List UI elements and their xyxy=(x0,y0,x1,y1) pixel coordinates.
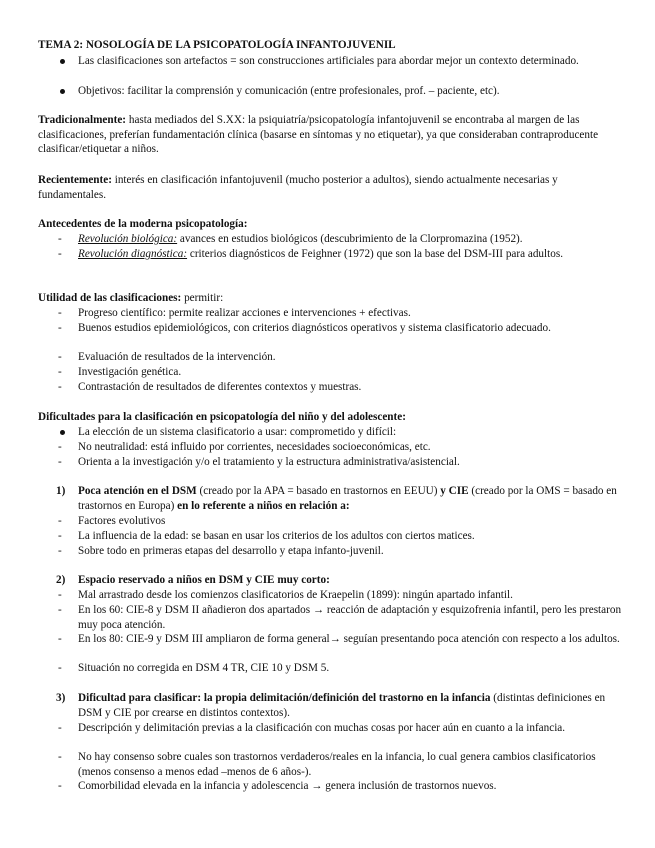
page-title: TEMA 2: NOSOLOGÍA DE LA PSICOPATOLOGÍA INFANTOJUVENIL xyxy=(38,39,396,51)
section-heading-dificultades: Dificultades para la clasificación en psicopatología del niño y del adolescente: xyxy=(38,411,406,423)
paragraph-tradicional: Tradicionalmente: hasta mediados del S.XX: la psiquiatría/psicopatología infantojuvenil se encontraba al margen de las clasificaciones, preferían fundamentación clínica (basarse en síntomas y no etiquetar), ya que consideraban contraproducente clasificar/etiquetar a niños. xyxy=(38,114,599,156)
document-page: TEMA 2: NOSOLOGÍA DE LA PSICOPATOLOGÍA INFANTOJUVENIL Las clasificaciones son artefactos = son construcciones artificiales para abordar mejor un contexto determinado. Objetivos: facilitar la comprensión y comunicación (entre profesionales, prof. – paciente, etc). Tradicionalmente: hasta mediados del S.XX: la psiquiatría/psicopatología infantojuvenil se encontraba al margen de las clasificaciones, preferían fundamentación clínica (basarse en síntomas y no etiquetar), ya que consideraban contraproducente clasificar/etiquetar a niños. Recientemente: interés en clasificación infantojuvenil (mucho posterior a adultos), siendo actualmente necesarias y fundamentales. Antecedentes de la moderna psicopatología: - Revolución biológica: avances en estudios biológicos (descubrimiento de la Clorpromazina (1952). - Revolución diagnóstica: criterios diagnósticos de Feighner (1972) que son la base del DSM-III para adultos. Utilidad de las clasificaciones: permitir: - Progreso científico: permite realizar acciones e intervenciones + efectivas. - Buenos estudios epidemiológicos, con criterios diagnósticos operativos y sistema clasificatorio adecuado. - Evaluación de resultados de la intervención. - Investigación genética. - Contrastación de resultados de diferentes contextos y muestras. Dificultades para la clasificación en psicopatología del niño y del adolescente: La elección de un sistema clasificatorio a usar: comprometido y difícil: - No neutralidad: está influido por corrientes, necesidades socioeconómicas, etc. - Orienta a la investigación y/o el tratamiento y la estructura administrativa/asistencial. 1) Poca atención en el DSM (creado por la APA = basado en trastornos en EEUU) y CIE (creado por la OMS = basado en trastornos en Europa) en lo referente a niños en relación a: - Factores evolutivos - La influencia de la edad: se basan en usar los criterios de los adultos con ciertos matices. - Sobre todo en primeras etapas del desarrollo y etapa infanto-juvenil. 2) Espacio reservado a niños en DSM y CIE muy corto: - Mal arrastrado desde los comienzos clasificatorios de Kraepelin (1899): ningún apartado infantil. - En los 60: CIE-8 y DSM II añadieron dos apartados → reacción de adaptación y esquizofrenia infantil, pero les prestaron muy poca atención. - En los 80: CIE-9 y DSM III ampliaron de forma general→ seguían presentando poca atención con respecto a los adultos. - Situación no corregida en DSM 4 TR, CIE 10 y DSM 5. 3) Dificultad para clasificar: la propia delimitación/definición del trastorno en la infancia (distintas definiciones en DSM y CIE por crearse en distintos contextos). - Descripción y delimitación previas a la clasificación con muchas cosas por hacer aún en cuanto a la infancia. - No hay consenso sobre cuales son trastornos verdaderos/reales en la infancia, lo cual genera cambios clasificatorios (menos consenso a menos edad –menos de 6 años-). - Comorbilidad elevada en la infancia y adolescencia → genera inclusión de trastornos nuevos. xyxy=(38,39,622,792)
paragraph-reciente: Recientemente: interés en clasificación infantojuvenil (mucho posterior a adultos), siendo actualmente necesarias y fundamentales. xyxy=(38,174,558,201)
bullet-icon xyxy=(60,59,65,64)
section-heading-utilidad: Utilidad de las clasificaciones: permitir: xyxy=(38,292,224,304)
bullet-icon xyxy=(60,89,65,94)
section-heading-antecedentes: Antecedentes de la moderna psicopatología: xyxy=(38,218,248,230)
bullet-icon xyxy=(60,430,65,435)
